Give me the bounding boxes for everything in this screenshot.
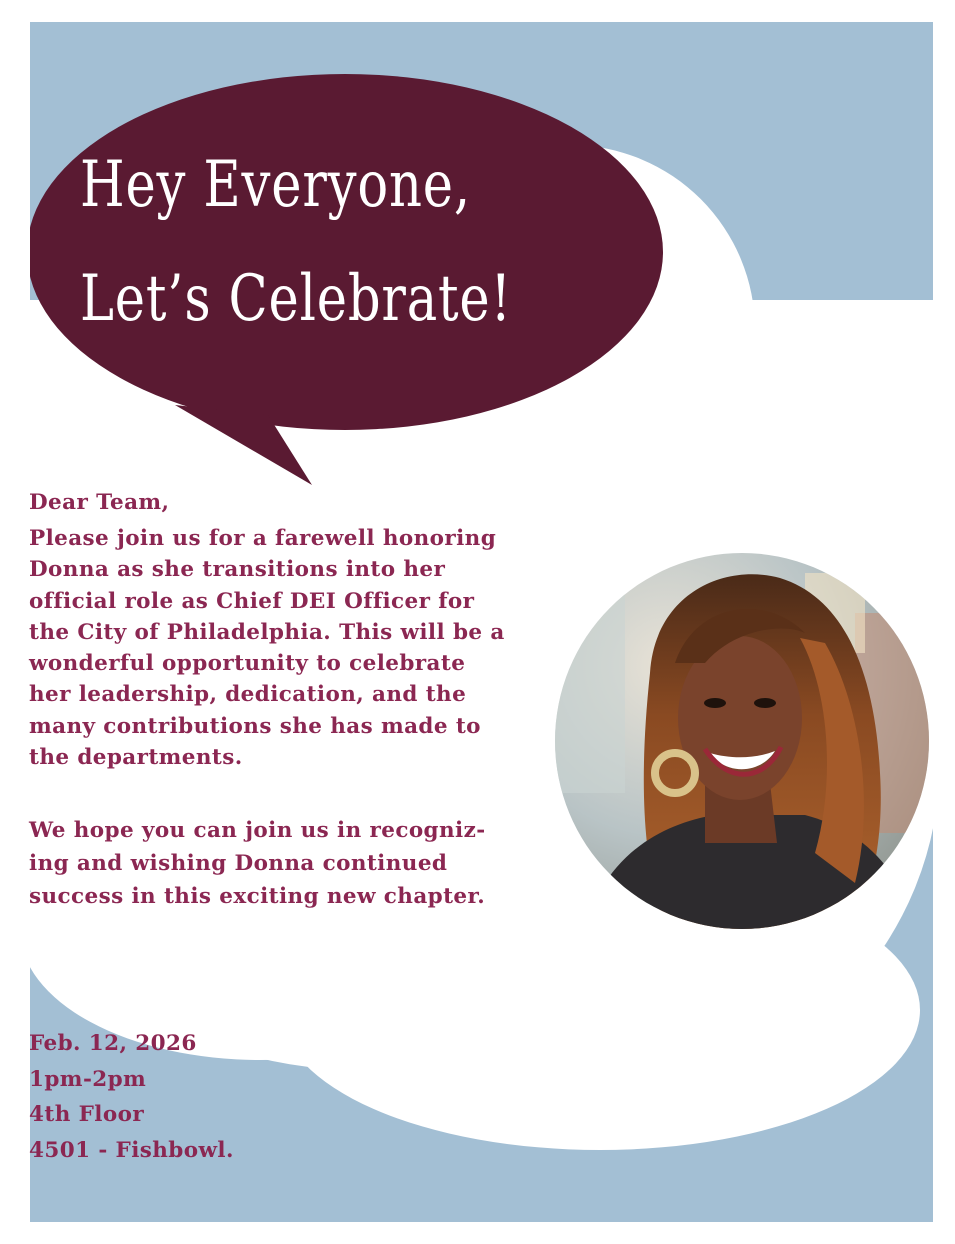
closing-line: ing and wishing Donna continued xyxy=(29,851,448,876)
event-floor: 4th Floor xyxy=(29,1102,145,1127)
invitation-line: Donna as she transitions into her xyxy=(29,557,446,583)
headline xyxy=(80,128,512,356)
closing-paragraph xyxy=(29,814,486,913)
invitation-line: her leadership, dedication, and the xyxy=(29,682,467,708)
greeting: Dear Team, xyxy=(29,490,170,515)
invitation-line: many contributions she has made to xyxy=(29,713,481,739)
invitation-line: the departments. xyxy=(29,745,243,771)
invitation-paragraph xyxy=(29,523,589,773)
invitation-line: the City of Philadelphia. This will be a xyxy=(29,619,505,645)
invitation-line: wonderful opportunity to celebrate xyxy=(29,651,466,677)
portrait-photo-icon xyxy=(555,553,929,929)
event-time: 1pm-2pm xyxy=(29,1066,147,1092)
invitation-line: official role as Chief DEI Officer for xyxy=(29,588,475,614)
event-date: Feb. 12, 2026 xyxy=(29,1031,197,1056)
event-room: 4501 - Fishbowl. xyxy=(29,1137,234,1163)
invitation-line: Please join us for a farewell honoring xyxy=(29,526,497,551)
headline-line-2: Let’s Celebrate! xyxy=(80,262,512,336)
closing-line: We hope you can join us in recogniz- xyxy=(29,818,486,843)
event-details xyxy=(29,1026,234,1168)
closing-line: success in this exciting new chapter. xyxy=(29,884,486,909)
portrait-photo xyxy=(555,553,929,929)
headline-line-1: Hey Everyone, xyxy=(80,148,471,222)
